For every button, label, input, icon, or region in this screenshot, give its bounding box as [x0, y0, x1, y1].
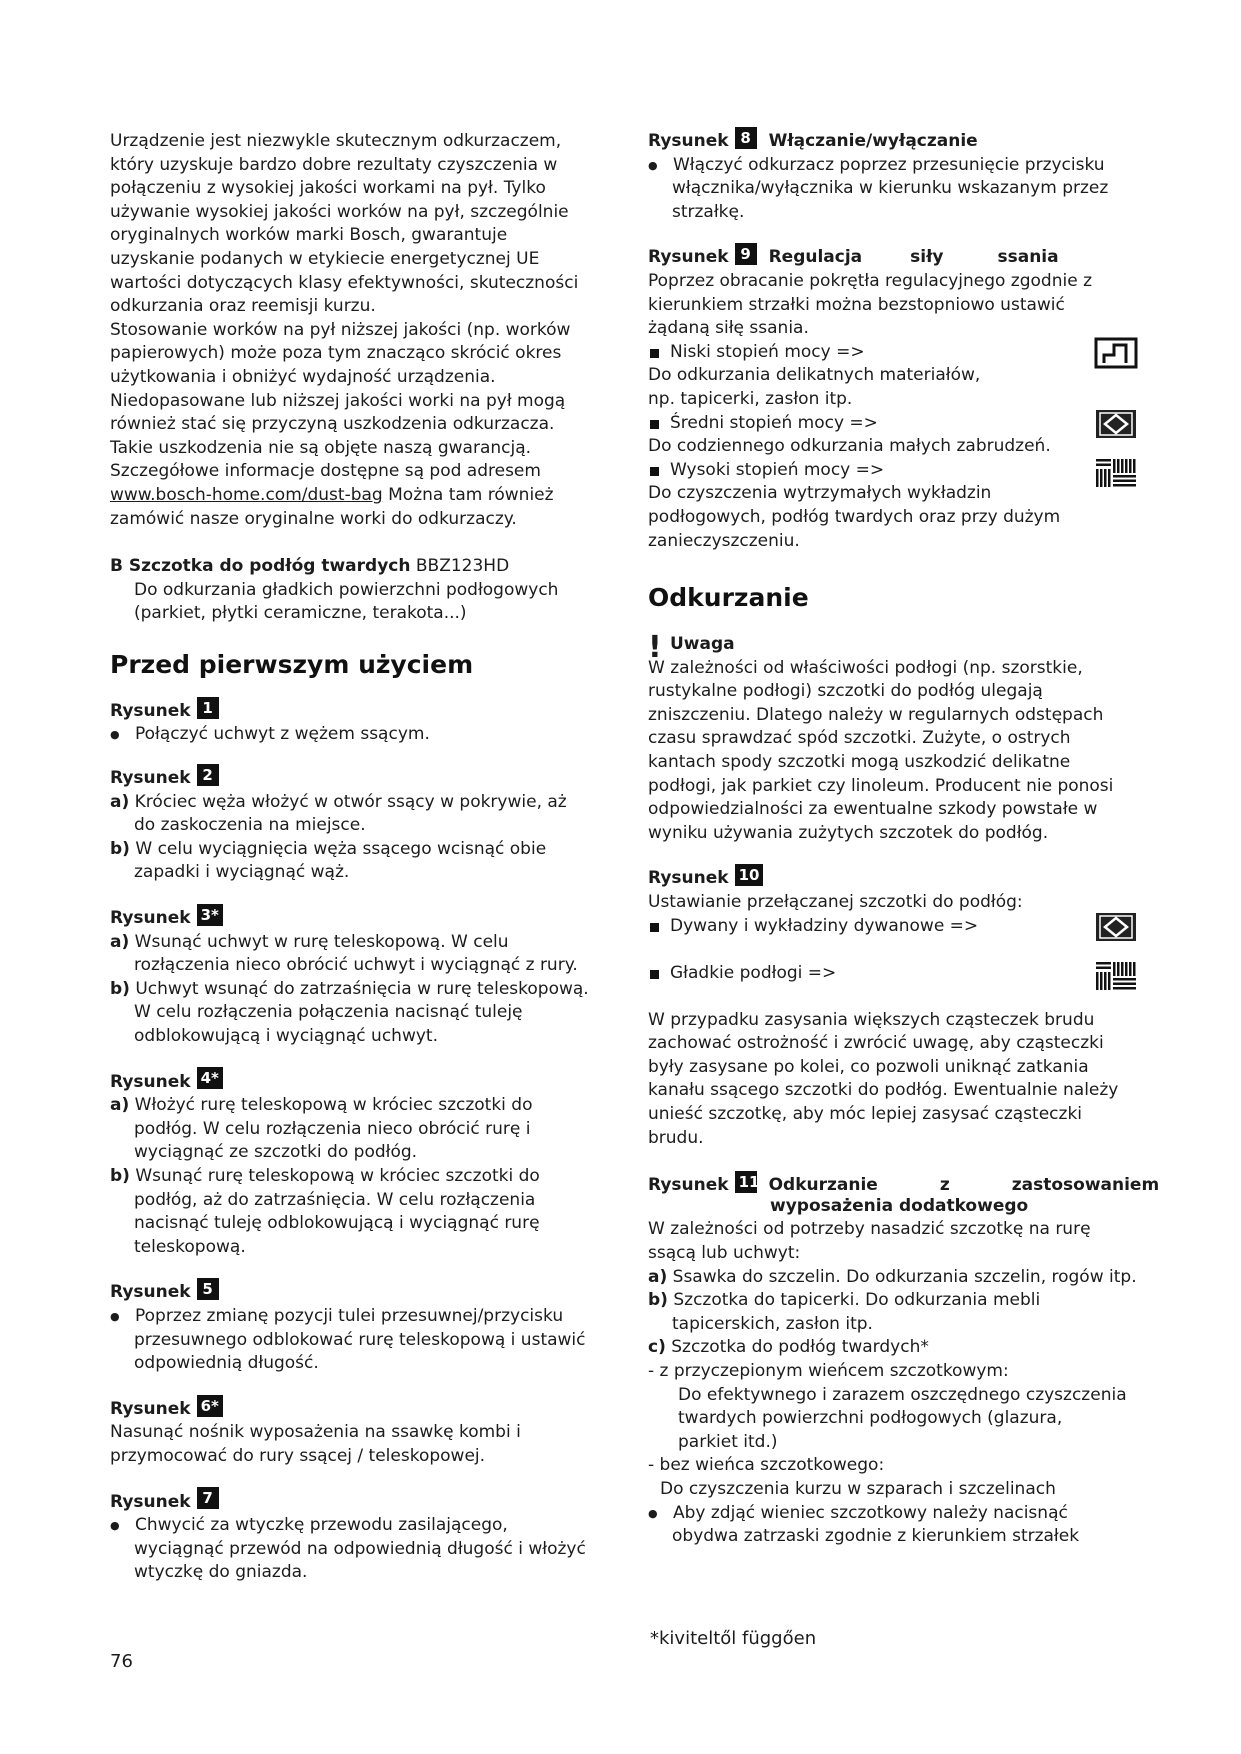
- step-text: zapadki i wyciągnąć wąż.: [134, 862, 350, 883]
- figure-8-heading: [648, 130, 1138, 154]
- intro-line: uzyskanie podanych w etykiecie energetycznej UE: [110, 248, 540, 269]
- figure-4-heading: [110, 1071, 605, 1095]
- intro-line: również stać się przyczyną uszkodzenia odkurzacza.: [110, 414, 555, 435]
- figure-2-step-b: b) W celu wyciągnięcia węża ssącego wcisnąć obie: [110, 838, 547, 859]
- step-text: Uchwyt wsunąć do zatrzaśnięcia w rurę teleskopową.: [135, 978, 589, 999]
- figure-label: Rysunek: [648, 131, 729, 151]
- figure-number-badge: 9: [735, 243, 757, 265]
- figure-label: Rysunek: [110, 1491, 191, 1512]
- figure-title: zastosowaniem: [1011, 1175, 1160, 1196]
- intro-line: oryginalnych worków marki Bosch, gwarantuje: [110, 225, 508, 246]
- curtain-icon: [1094, 337, 1138, 369]
- figure-number-badge: 4*: [197, 1067, 223, 1089]
- figure-1-heading: [110, 700, 605, 724]
- page-number: 76: [110, 1651, 133, 1672]
- step-text: Nasunąć nośnik wyposażenia na ssawkę kombi i: [110, 1422, 521, 1443]
- intro-line: Szczegółowe informacje dostępne są pod adresem: [110, 461, 541, 482]
- figure-3-heading: [110, 907, 605, 931]
- figure-number-badge: 6*: [197, 1395, 223, 1417]
- intro-line: papierowych) może poza tym znacząco skrócić okres: [110, 343, 562, 364]
- warning-box: [648, 630, 1138, 845]
- figure-6-heading: [110, 1398, 605, 1422]
- figure-9-heading: [648, 246, 1138, 270]
- figure-label: Rysunek: [648, 1175, 729, 1196]
- warning-text: zniszczeniu. Dlatego należy w regularnych odstępach: [648, 704, 1104, 725]
- figure-1-section: [110, 700, 605, 747]
- figure-number-badge: 1: [197, 697, 219, 719]
- figure-number-badge: 11*: [735, 1171, 757, 1193]
- step-text: podłóg. W celu rozłączenia nieco obrócić rurę i: [134, 1118, 531, 1139]
- hard-floor-setting-label: Gładkie podłogi =>: [648, 962, 1138, 986]
- figure-3-step-b: b) Uchwyt wsunąć do zatrzaśnięcia w rurę teleskopową.: [110, 978, 589, 999]
- figure-2-section: [110, 767, 605, 885]
- warning-text: wyniku używania zużytych szczotek do podłóg.: [648, 822, 1049, 843]
- figure-label: Rysunek: [110, 1398, 191, 1419]
- figure-3-section: [110, 907, 605, 1049]
- intro-line: wartości dotyczących klasy efektywności, skuteczności: [110, 272, 579, 293]
- step-text: przymocować do rury ssącej / teleskopowej.: [110, 1445, 486, 1466]
- figure-6-section: [110, 1398, 605, 1469]
- power-low-label: Niski stopień mocy =>: [648, 341, 1138, 365]
- paragraph-text: brudu.: [648, 1127, 704, 1148]
- power-mid-row: [648, 412, 1138, 436]
- figure-10-section: [648, 867, 1138, 1150]
- power-mid-label: Średni stopień mocy =>: [648, 412, 1138, 436]
- intro-line: zamówić nasze oryginalne worki do odkurzaczy.: [110, 508, 517, 529]
- step-text: - bez wieńca szczotkowego:: [648, 1455, 885, 1476]
- step-text: ssącą lub uchwyt:: [648, 1242, 801, 1263]
- step-text: podłóg, aż do zatrzaśnięcia. W celu rozłączenia: [134, 1189, 536, 1210]
- warning-text: kantach spody szczotki mogą uszkodzić delikatne: [648, 752, 1071, 773]
- warning-text: W zależności od właściwości podłogi (np. szorstkie,: [648, 657, 1083, 678]
- paragraph-text: kanału ssącego szczotki do podłóg. Ewentualnie należy: [648, 1080, 1119, 1101]
- step-text: Króciec węża włożyć w otwór ssący w pokrywie, aż: [134, 791, 567, 812]
- warning-icon: !: [648, 630, 662, 666]
- hard-floor-icon: [1094, 457, 1138, 489]
- step-text: podłogowych, podłóg twardych oraz przy dużym: [648, 506, 1061, 527]
- figure-title: Włączanie/wyłączanie: [768, 131, 978, 151]
- figure-title: wyposażenia dodatkowego: [770, 1195, 1029, 1216]
- figure-11-step-a: a) Ssawka do szczelin. Do odkurzania szczelin, rogów itp.: [648, 1266, 1137, 1287]
- step-text: do zaskoczenia na miejsce.: [134, 815, 366, 836]
- figure-2-heading: [110, 767, 605, 791]
- paragraph-text: W przypadku zasysania większych cząsteczek brudu: [648, 1009, 1095, 1030]
- intro-line: połączeniu z wysokiej jakości workami na pył. Tylko: [110, 178, 546, 199]
- warning-text: odpowiedzialności za ewentualne szkody powstałe w: [648, 799, 1098, 820]
- paragraph-text: unieść szczotkę, aby móc lepiej zasysać cząsteczki: [648, 1104, 1083, 1124]
- step-text: Do czyszczenia kurzu w szparach i szczelinach: [660, 1478, 1056, 1499]
- brush-b-desc: (parkiet, płytki ceramiczne, terakota...): [134, 603, 467, 624]
- step-text: Wsunąć rurę teleskopową w króciec szczotki do: [135, 1165, 540, 1186]
- step-text: żądaną siłę ssania.: [648, 318, 809, 339]
- figure-11-step: ● Aby zdjąć wieniec szczotkowy należy nacisnąć: [648, 1502, 1138, 1526]
- warning-title: Uwaga: [670, 634, 735, 655]
- figure-8-step: ● Włączyć odkurzacz poprzez przesunięcie przycisku: [648, 154, 1138, 178]
- carpet-setting-row: [648, 915, 1138, 962]
- step-text: odblokowującą i wyciągnąć uchwyt.: [134, 1026, 438, 1046]
- power-low-row: [648, 341, 1138, 365]
- intro-paragraph: [110, 130, 605, 531]
- figure-11-step-c: c) Szczotka do podłóg twardych*: [648, 1337, 929, 1358]
- step-text: Do efektywnego i zarazem oszczędnego czyszczenia: [678, 1384, 1127, 1405]
- figure-10-heading: [648, 867, 1138, 891]
- figure-number-badge: 2: [197, 764, 219, 786]
- step-text: kierunkiem strzałki można bezstopniowo ustawić: [648, 294, 1065, 315]
- power-high-label: Wysoki stopień mocy =>: [648, 459, 1138, 483]
- figure-label: Rysunek: [648, 247, 729, 268]
- carpet-icon: [1094, 911, 1138, 943]
- figure-title: z: [939, 1175, 950, 1196]
- warning-text: rustykalne podłogi) szczotki do podłóg ulegają: [648, 681, 1043, 702]
- figure-title: Regulacja: [768, 247, 863, 268]
- figure-title: Odkurzanie: [768, 1175, 878, 1196]
- step-text: W celu rozłączenia połączenia nacisnąć tuleję: [134, 1002, 523, 1023]
- figure-5-section: [110, 1281, 605, 1375]
- step-text: odpowiednią długość.: [134, 1353, 319, 1374]
- step-text: zanieczyszczeniu.: [648, 530, 800, 551]
- dust-bag-link[interactable]: www.bosch-home.com/dust-bag: [110, 484, 383, 505]
- intro-line: Takie uszkodzenia nie są objęte naszą gwarancją.: [110, 437, 532, 458]
- intro-line: Urządzenie jest niezwykle skutecznym odkurzaczem,: [110, 131, 562, 151]
- figure-label: Rysunek: [110, 1282, 191, 1303]
- figure-7-section: [110, 1491, 605, 1585]
- intro-link-line: [110, 484, 605, 508]
- step-text: twardych powierzchni podłogowych (glazura,: [678, 1408, 1063, 1429]
- warning-text: czasu sprawdzać spód szczotki. Zużyte, o ostrych: [648, 728, 1071, 749]
- figure-number-badge: 8: [735, 127, 757, 149]
- left-column: [110, 130, 605, 1585]
- step-text: tapicerskich, zasłon itp.: [672, 1313, 873, 1334]
- paragraph-text: były zasysane po kolei, co pozwoli uniknąć zatkania: [648, 1056, 1089, 1077]
- step-text: włącznika/wyłącznika w kierunku wskazanym przez: [672, 178, 1109, 199]
- power-high-row: [648, 459, 1138, 483]
- figure-4-step-b: b) Wsunąć rurę teleskopową w króciec szczotki do: [110, 1165, 540, 1186]
- figure-title: ssania: [997, 247, 1059, 268]
- figure-number-badge: 3*: [197, 904, 223, 926]
- hard-floor-icon: [1094, 960, 1138, 992]
- figure-3-step-a: a) Wsunąć uchwyt w rurę teleskopową. W celu: [110, 931, 509, 952]
- step-text: Do odkurzania delikatnych materiałów,: [648, 365, 981, 386]
- step-text: W zależności od potrzeby nasadzić szczotkę na rurę: [648, 1219, 1091, 1240]
- step-text: wyciągnąć ze szczotki do podłóg.: [134, 1142, 418, 1163]
- figure-1-step: ● Połączyć uchwyt z wężem ssącym.: [110, 723, 605, 747]
- brush-b-model: BBZ123HD: [410, 556, 510, 577]
- step-text: nacisnąć tuleję odblokowującą i wyciągnąć rurę: [134, 1213, 540, 1234]
- figure-4-step-a: a) Włożyć rurę teleskopową w króciec szczotki do: [110, 1095, 533, 1116]
- brush-b-section: [110, 555, 605, 626]
- right-column: [648, 128, 1160, 1549]
- figure-number-badge: 5: [197, 1278, 219, 1300]
- section-heading-vacuuming: Odkurzanie: [648, 583, 809, 613]
- step-text: Poprzez obracanie pokrętła regulacyjnego zgodnie z: [648, 270, 1092, 291]
- brush-b-label: B Szczotka do podłóg twardych: [110, 556, 411, 577]
- step-text: strzałkę.: [672, 201, 745, 222]
- figure-5-step: ● Poprzez zmianę pozycji tulei przesuwnej/przycisku: [110, 1305, 605, 1329]
- step-text: - z przyczepionym wieńcem szczotkowym:: [648, 1360, 1009, 1381]
- step-text: Włożyć rurę teleskopową w króciec szczotki do: [134, 1095, 533, 1116]
- step-text: W celu wyciągnięcia węża ssącego wcisnąć obie: [135, 838, 547, 859]
- step-text: Szczotka do tapicerki. Do odkurzania mebli: [673, 1290, 1041, 1311]
- step-text: wyciągnąć przewód na odpowiednią długość i włożyć: [134, 1538, 586, 1559]
- footnote: *kiviteltől függően: [650, 1628, 817, 1649]
- step-text: obydwa zatrzaski zgodnie z kierunkiem strzałek: [672, 1526, 1080, 1547]
- step-text: rozłączenia nieco obrócić uchwyt i wyciągnąć z rury.: [134, 955, 578, 976]
- figure-4-section: [110, 1071, 605, 1260]
- step-text: Wsunąć uchwyt w rurę teleskopową. W celu: [134, 931, 509, 952]
- brush-b-title: [110, 555, 605, 579]
- step-text: np. tapicerki, zasłon itp.: [648, 388, 853, 409]
- figure-8-section: [648, 130, 1138, 224]
- figure-7-step: ● Chwycić za wtyczkę przewodu zasilającego,: [110, 1514, 605, 1538]
- step-text: Szczotka do podłóg twardych*: [671, 1337, 929, 1358]
- figure-label: Rysunek: [110, 768, 191, 789]
- hard-floor-setting-row: [648, 962, 1138, 1009]
- figure-5-heading: [110, 1281, 605, 1305]
- carpet-setting-label: Dywany i wykładziny dywanowe =>: [648, 915, 1138, 939]
- figure-number-badge: 10: [735, 864, 764, 886]
- figure-2-step-a: a) Króciec węża włożyć w otwór ssący w pokrywie, aż: [110, 791, 567, 812]
- step-text: przesuwnego odblokować rurę teleskopową i ustawić: [134, 1329, 586, 1350]
- figure-number-badge: 7: [197, 1487, 219, 1509]
- figure-7-heading: [110, 1491, 605, 1515]
- figure-label: Rysunek: [110, 700, 191, 721]
- intro-line: używanie wysokiej jakości worków na pył, szczególnie: [110, 201, 569, 222]
- figure-label: Rysunek: [110, 908, 191, 929]
- step-text: Do codziennego odkurzania małych zabrudzeń.: [648, 436, 1051, 457]
- intro-line: użytkowania i obniżyć wydajność urządzenia.: [110, 366, 496, 387]
- intro-line: odkurzania oraz reemisji kurzu.: [110, 296, 376, 317]
- section-heading-first-use: Przed pierwszym użyciem: [110, 649, 474, 679]
- step-text: Ustawianie przełączanej szczotki do podłóg:: [648, 892, 1023, 913]
- intro-line: który uzyskuje bardzo dobre rezultaty czyszczenia w: [110, 154, 558, 175]
- warning-text: podłogi, jak parkiet czy linoleum. Producent nie ponosi: [648, 775, 1114, 796]
- figure-11-step-b: b) Szczotka do tapicerki. Do odkurzania mebli: [648, 1290, 1041, 1311]
- step-text: Ssawka do szczelin. Do odkurzania szczelin, rogów itp.: [672, 1266, 1137, 1287]
- intro-line: Stosowanie worków na pył niższej jakości (np. worków: [110, 319, 571, 340]
- figure-9-section: [648, 246, 1138, 553]
- figure-title: siły: [910, 247, 944, 268]
- step-text: Do czyszczenia wytrzymałych wykładzin: [648, 483, 992, 504]
- figure-label: Rysunek: [110, 1071, 191, 1092]
- intro-link-after: Można tam również: [382, 484, 554, 505]
- intro-line: Niedopasowane lub niższej jakości worki na pył mogą: [110, 390, 566, 411]
- step-text: parkiet itd.): [678, 1431, 778, 1452]
- carpet-icon: [1094, 408, 1138, 440]
- step-text: wtyczkę do gniazda.: [134, 1562, 308, 1583]
- step-text: teleskopową.: [134, 1236, 246, 1257]
- paragraph-text: zachować ostrożność i zwrócić uwagę, aby cząsteczki: [648, 1033, 1104, 1054]
- figure-label: Rysunek: [648, 868, 729, 889]
- brush-b-desc: Do odkurzania gładkich powierzchni podłogowych: [134, 579, 559, 600]
- figure-11-section: [648, 1172, 1160, 1549]
